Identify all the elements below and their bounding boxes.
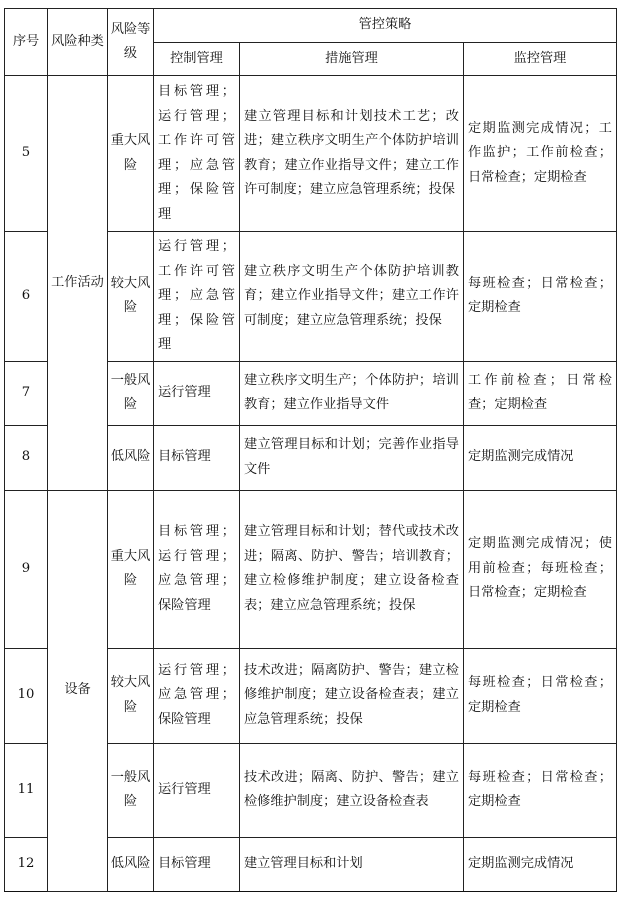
measure-cell: 技术改进；隔离防护、警告；建立检修维护制度；建立设备检查表；建立应急管理系统；投保 bbox=[240, 648, 464, 743]
risk-level-cell: 一般风险 bbox=[108, 361, 154, 425]
control-cell: 目标管理 bbox=[154, 425, 240, 490]
seq-cell: 9 bbox=[5, 490, 48, 648]
header-control: 控制管理 bbox=[154, 42, 240, 76]
header-measure: 措施管理 bbox=[240, 42, 464, 76]
risk-control-table bbox=[4, 8, 617, 892]
monitor-cell: 定期监测完成情况 bbox=[464, 425, 617, 490]
risk-level-cell: 较大风险 bbox=[108, 648, 154, 743]
risk-level-cell: 重大风险 bbox=[108, 490, 154, 648]
control-cell: 运行管理；工作许可管理；应急管理；保险管理 bbox=[154, 232, 240, 362]
seq-cell: 11 bbox=[5, 743, 48, 837]
measure-cell: 建立管理目标和计划；替代或技术改进；隔离、防护、警告；培训教育；建立检修维护制度；建立设备检查表；建立应急管理系统；投保 bbox=[240, 490, 464, 648]
measure-cell: 建立管理目标和计划技术工艺；改进；建立秩序文明生产个体防护培训教育；建立作业指导文件；建立工作许可制度；建立应急管理系统；投保 bbox=[240, 76, 464, 232]
control-cell: 目标管理；运行管理；工作许可管理；应急管理；保险管理 bbox=[154, 76, 240, 232]
control-cell: 运行管理；应急管理；保险管理 bbox=[154, 648, 240, 743]
header-seq: 序号 bbox=[5, 9, 48, 76]
measure-cell: 建立管理目标和计划 bbox=[240, 837, 464, 891]
control-cell: 运行管理 bbox=[154, 743, 240, 837]
seq-cell: 12 bbox=[5, 837, 48, 891]
risk-type-cell: 工作活动 bbox=[48, 76, 108, 491]
measure-cell: 建立管理目标和计划；完善作业指导文件 bbox=[240, 425, 464, 490]
table-row bbox=[5, 490, 617, 648]
control-cell: 目标管理；运行管理；应急管理；保险管理 bbox=[154, 490, 240, 648]
control-cell: 运行管理 bbox=[154, 361, 240, 425]
risk-level-cell: 低风险 bbox=[108, 837, 154, 891]
seq-cell: 10 bbox=[5, 648, 48, 743]
risk-level-cell: 重大风险 bbox=[108, 76, 154, 232]
header-monitor: 监控管理 bbox=[464, 42, 617, 76]
seq-cell: 6 bbox=[5, 232, 48, 362]
measure-cell: 技术改进；隔离、防护、警告；建立检修维护制度；建立设备检查表 bbox=[240, 743, 464, 837]
measure-cell: 建立秩序文明生产；个体防护；培训教育；建立作业指导文件 bbox=[240, 361, 464, 425]
header-risk-level: 风险等级 bbox=[108, 9, 154, 76]
monitor-cell: 定期监测完成情况 bbox=[464, 837, 617, 891]
risk-type-cell: 设备 bbox=[48, 490, 108, 891]
monitor-cell: 每班检查；日常检查；定期检查 bbox=[464, 648, 617, 743]
monitor-cell: 定期监测完成情况；使用前检查；每班检查；日常检查；定期检查 bbox=[464, 490, 617, 648]
monitor-cell: 每班检查；日常检查；定期检查 bbox=[464, 743, 617, 837]
seq-cell: 8 bbox=[5, 425, 48, 490]
monitor-cell: 定期监测完成情况；工作监护；工作前检查；日常检查；定期检查 bbox=[464, 76, 617, 232]
risk-level-cell: 一般风险 bbox=[108, 743, 154, 837]
seq-cell: 5 bbox=[5, 76, 48, 232]
risk-level-cell: 低风险 bbox=[108, 425, 154, 490]
table-row bbox=[5, 76, 617, 232]
seq-cell: 7 bbox=[5, 361, 48, 425]
header-strategy: 管控策略 bbox=[154, 9, 617, 43]
monitor-cell: 工作前检查；日常检查；定期检查 bbox=[464, 361, 617, 425]
measure-cell: 建立秩序文明生产个体防护培训教育；建立作业指导文件；建立工作许可制度；建立应急管理系统；投保 bbox=[240, 232, 464, 362]
control-cell: 目标管理 bbox=[154, 837, 240, 891]
monitor-cell: 每班检查；日常检查；定期检查 bbox=[464, 232, 617, 362]
header-risk-type: 风险种类 bbox=[48, 9, 108, 76]
risk-level-cell: 较大风险 bbox=[108, 232, 154, 362]
